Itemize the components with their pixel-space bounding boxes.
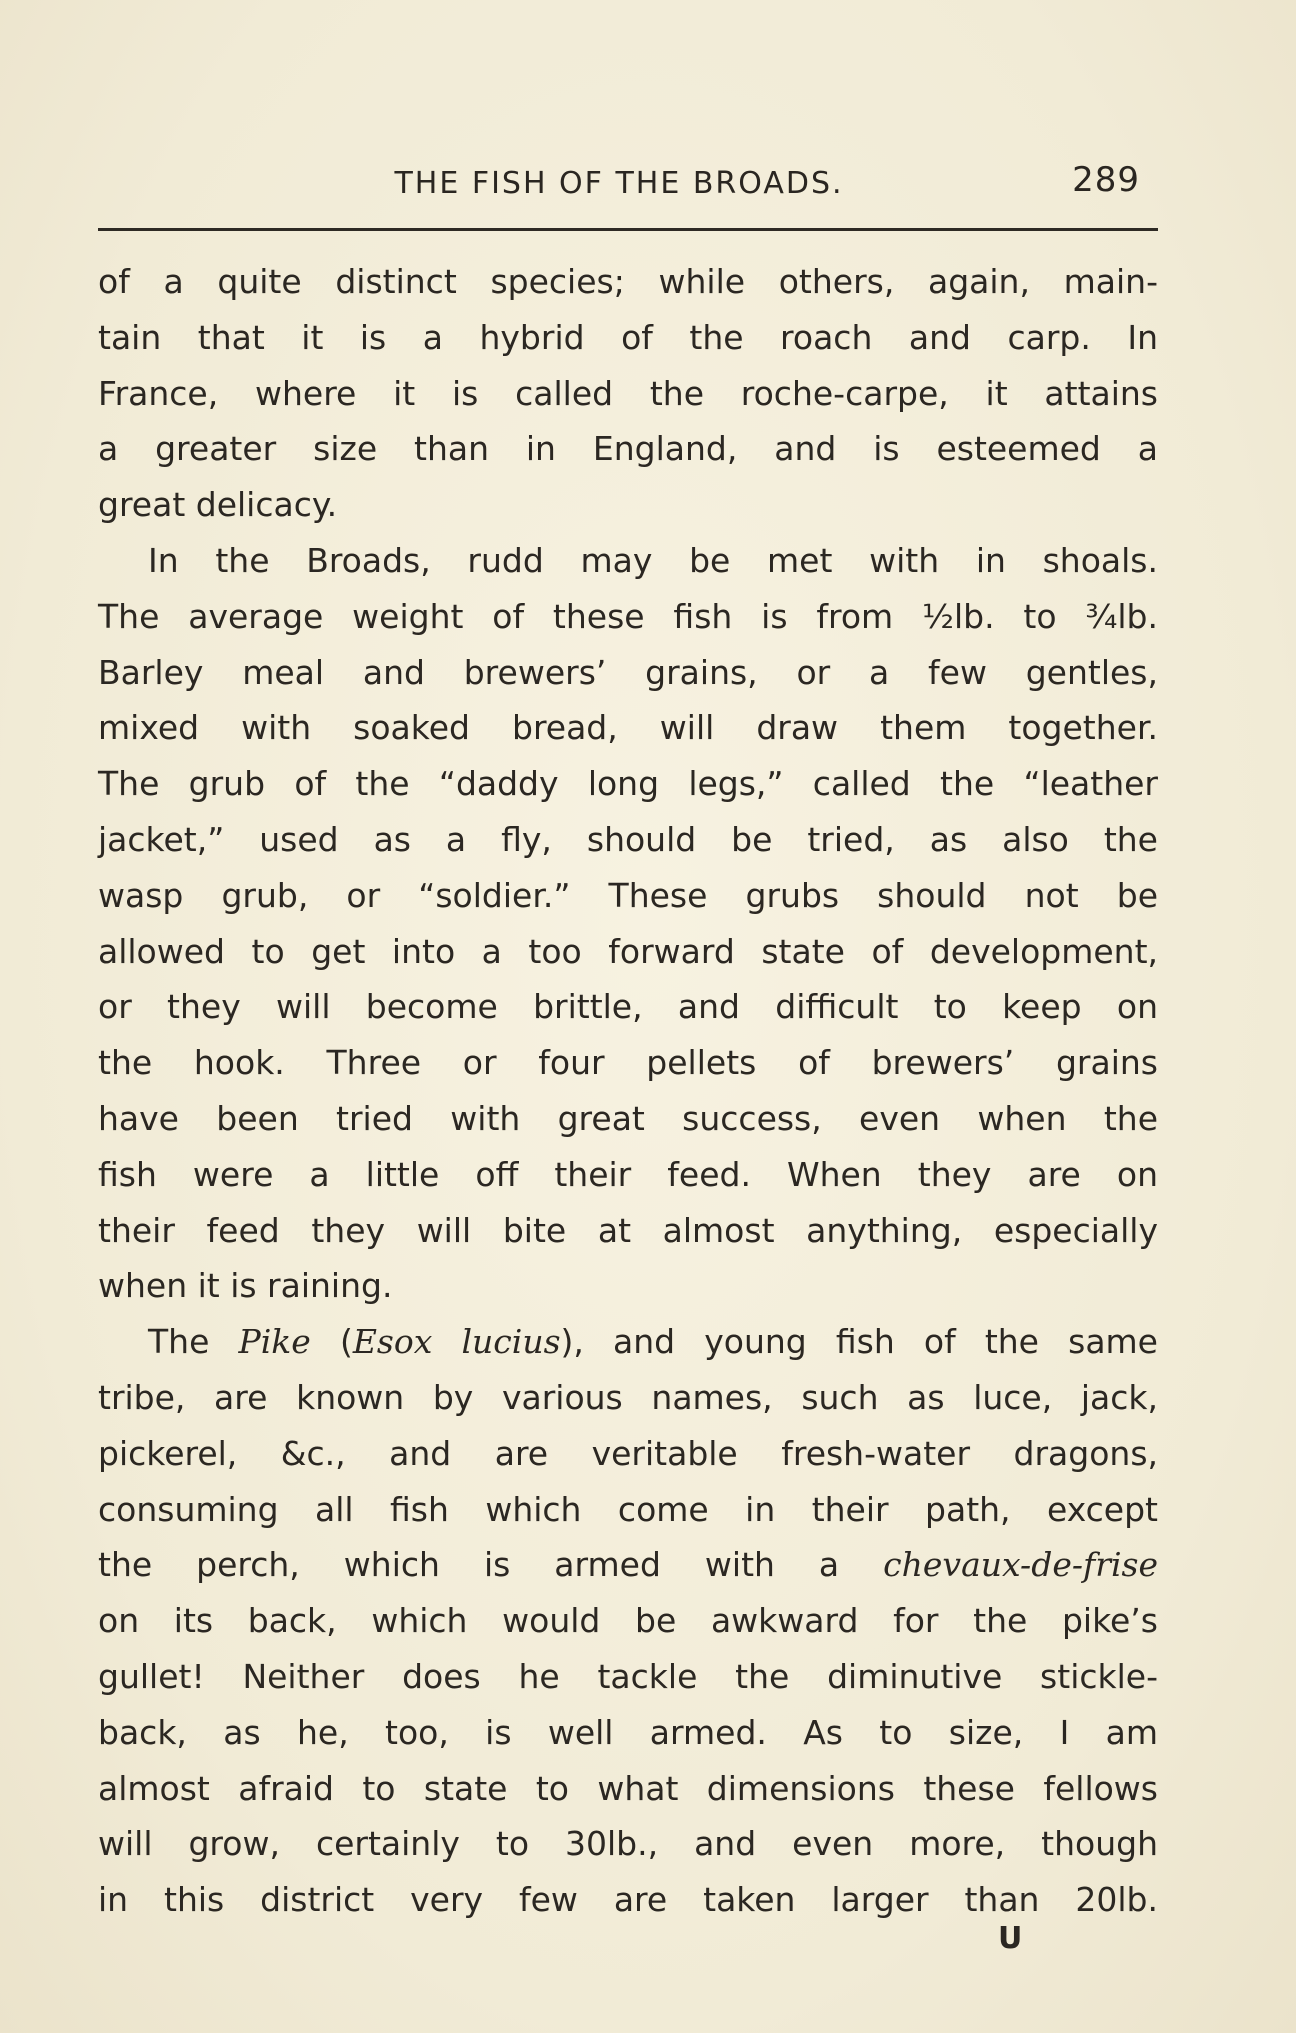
text-line: jacket,” used as a fly, should be tried, as also the: [98, 819, 1158, 859]
running-head: THE FISH OF THE BROADS.: [394, 166, 844, 201]
text-line: allowed to get into a too forward state of development,: [98, 931, 1158, 971]
text-line: The average weight of these fish is from ½lb. to ¾lb.: [98, 596, 1158, 636]
text-line: a greater size than in England, and is esteemed a: [98, 429, 1158, 469]
text-line: In the Broads, rudd may be met with in shoals.: [148, 540, 1158, 580]
text-line: wasp grub, or “soldier.” These grubs should not be: [98, 875, 1158, 915]
text-line: their feed they will bite at almost anything, especially: [98, 1210, 1158, 1250]
header-rule: [98, 228, 1158, 231]
text-fragment: ), and young fish of the same: [560, 1322, 1158, 1362]
text-line: consuming all fish which come in their path, except: [98, 1489, 1158, 1529]
text-line: gullet! Neither does he tackle the diminutive stickle-: [98, 1656, 1158, 1696]
text-line: almost afraid to state to what dimensions these fellows: [98, 1768, 1158, 1808]
signature-mark: U: [998, 1921, 1023, 1956]
text-line: of a quite distinct species; while others, again, main-: [98, 262, 1158, 301]
text-line: back, as he, too, is well armed. As to size, I am: [98, 1712, 1158, 1752]
text-line: when it is raining.: [98, 1266, 393, 1306]
body-text: [98, 254, 1158, 1928]
italic-term: Esox lucius: [352, 1322, 561, 1362]
text-line: fish were a little off their feed. When they are on: [98, 1154, 1158, 1194]
page-number: 289: [1072, 160, 1140, 200]
text-line: The grub of the “daddy long legs,” called the “leather: [98, 764, 1158, 804]
text-line: have been tried with great success, even when the: [98, 1098, 1158, 1138]
text-line: pickerel, &c., and are veritable fresh-water dragons,: [98, 1433, 1158, 1473]
text-line: will grow, certainly to 30lb., and even more, though: [98, 1824, 1158, 1864]
italic-term: chevaux-de-frise: [883, 1545, 1158, 1585]
text-fragment: The: [148, 1322, 210, 1362]
text-line: [98, 1314, 1158, 1370]
text-line: on its back, which would be awkward for the pike’s: [98, 1601, 1158, 1641]
text-line: or they will become brittle, and difficult to keep on: [98, 987, 1158, 1027]
text-line: Barley meal and brewers’ grains, or a few gentles,: [98, 652, 1158, 692]
text-line: [98, 1537, 1158, 1593]
text-fragment: the perch, which is armed with a: [98, 1545, 840, 1585]
text-line: France, where it is called the roche-carpe, it attains: [98, 373, 1158, 413]
italic-term: Pike: [238, 1322, 311, 1362]
text-line: great delicacy.: [98, 485, 338, 525]
text-line: in this district very few are taken larger than 20lb.: [98, 1880, 1158, 1920]
page-header: [98, 160, 1140, 210]
text-line: tain that it is a hybrid of the roach and carp. In: [98, 317, 1158, 357]
text-fragment: (: [339, 1322, 353, 1362]
text-line: mixed with soaked bread, will draw them together.: [98, 708, 1158, 748]
text-line: the hook. Three or four pellets of brewers’ grains: [98, 1043, 1158, 1083]
text-line: tribe, are known by various names, such as luce, jack,: [98, 1377, 1158, 1417]
